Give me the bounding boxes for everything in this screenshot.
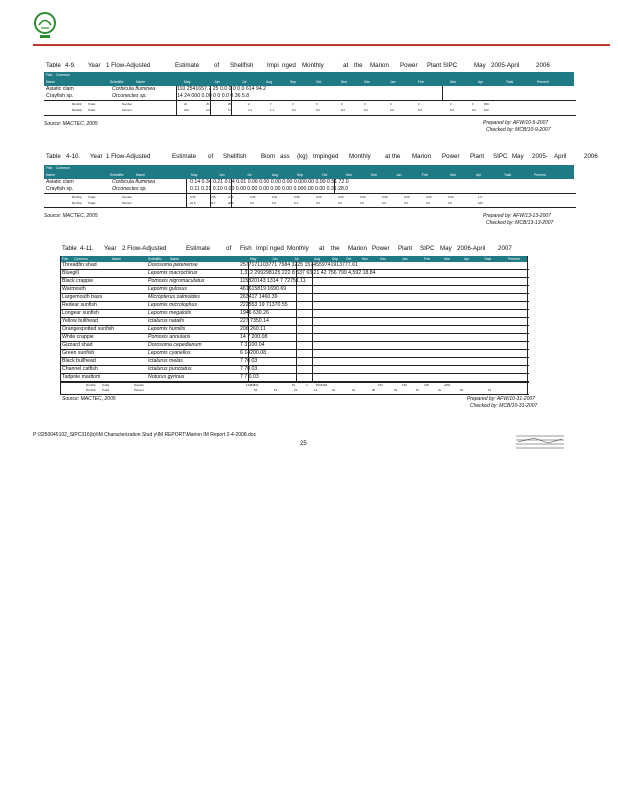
column-divider — [210, 179, 211, 207]
scientific-name: Pomoxis annularis — [148, 334, 191, 340]
row-values: 7 7 0.03 — [240, 374, 259, 380]
column-divider — [231, 86, 232, 115]
row-values: 7 70.03 — [240, 366, 258, 372]
row-values: 7 70.03 — [240, 358, 258, 364]
row-values: 206 260.11 — [240, 326, 266, 332]
column-divider — [296, 262, 297, 382]
header-rule — [33, 44, 610, 46]
row-values: 7 3 100.04 — [240, 342, 265, 348]
common-name: Warmouth — [62, 286, 86, 292]
common-name: Tadpole madtom — [62, 374, 101, 380]
scientific-name: Lepomis megalotis — [148, 310, 192, 316]
common-name: Green sunfish — [62, 350, 95, 356]
checked-by: Checked by: MCB/13-13-2007 — [486, 220, 554, 226]
common-name: Threadfin shad — [62, 262, 97, 268]
prepared-by: Prepared by: AFW/10-5-2007 — [483, 120, 549, 126]
scientific-name: Lepomis macrochirus — [148, 270, 198, 276]
scientific-name: Lepomis cyanellus — [148, 350, 191, 356]
row-values: 263417 1460.39 — [240, 294, 278, 300]
column-divider — [312, 262, 313, 382]
monthly-totals-percent-row: Monthly Totals Percent 100 4.0 3.0 4.1 1.1 0.4 0.0 0.0 0.0 0.0 0.0 0.0 0.0 100 — [72, 108, 489, 112]
row-values: 115820143 1314 7 72751.11 — [240, 278, 306, 284]
row-values: 14 7 200.08 — [240, 334, 268, 340]
table-divider — [60, 394, 529, 395]
common-name: Gizzard shad — [62, 342, 93, 348]
common-name: Longear sunfish — [62, 310, 99, 316]
page-number: 25 — [300, 441, 307, 447]
table-divider — [44, 115, 576, 116]
row-values: 1,312 299298125 222 8 537 63 21 42 756 799 4,592 18.84 — [240, 270, 376, 276]
company-logo-icon — [33, 12, 57, 40]
monthly-totals-number-row: Monthly Totals Number 24 25 25 2 7 3 6 0 0 0 0 0 0 650 — [72, 102, 489, 106]
common-name: Black bullhead — [62, 358, 96, 364]
table-source: Source: MACTEC, 2005 — [44, 121, 98, 127]
common-name: White crappie — [62, 334, 94, 340]
common-name: Redear sunfish — [62, 302, 97, 308]
file-path: P:\3250045102_SIPC316(b)\IM Characterization Stud y\IM REPORT\Marion IM Report 2-4-2008.doc — [33, 432, 257, 438]
common-name: Bluegill — [62, 270, 79, 276]
row-values: 6 14200.08 — [240, 350, 266, 356]
scientific-name: Lepomis microlophus — [148, 302, 198, 308]
column-divider — [334, 179, 335, 193]
table-row: Asiatic clam Corbicula fluminea 0.14 0.34 0.21 0.04 0.01 0.06 0.00 0.00 0.00 0.000.00 0.00 0.51 72.0 — [46, 179, 349, 185]
checked-by: Checked by: MCB/10-31-2007 — [470, 403, 538, 409]
row-values: 2577171103771 7584 3225 1574559741913777.61 — [240, 262, 358, 268]
scientific-name: Micropterus salmoides — [148, 294, 200, 300]
table-header-bar: Fish Common Name Scientific Name May Jun Jul Aug Sep Oct Nov Dec Jan Feb Mar Apr Total Percent — [60, 256, 527, 262]
common-name: Orangespotted sunfish — [62, 326, 115, 332]
scientific-name: Ictalurus natalis — [148, 318, 185, 324]
common-name: Channel catfish — [62, 366, 98, 372]
table-header-bar: Fish Common Name Scientific Name May Jun Jul Aug Sep Oct Nov Dec Jan Feb Mar Apr Total Percent — [44, 72, 574, 86]
monthly-totals-number-row: Monthly Totals Number 0.25 0.55 0.31 0.04 0.01 0.06 0.00 0.00 0.00 0.00 0.00 0.00 0.00 1.0 — [72, 195, 482, 199]
scientific-name: Ictalurus melas — [148, 358, 183, 364]
scientific-name: Pomoxis nigromaculatus — [148, 278, 205, 284]
monthly-totals-number-row: Monthly Totals Number 14083824 51 2 8718428 103 130 138 2464 — [86, 383, 451, 387]
scientific-name: Dorosoma petenense — [148, 262, 198, 268]
common-name: Black crappie — [62, 278, 94, 284]
scientific-name: Lepomis humilis — [148, 326, 186, 332]
column-divider — [231, 179, 232, 207]
table-row: Crayfish sp. Orconectes sp. 0.11 0.21 0.10 0.00 0.00 0.00 0.00 0.00 0.00 0.000.00 0.00 0.31 28.0 — [46, 186, 349, 192]
table-row: Asiatic clam Corbicula fluminea 110 2541657.7 25 0.0 0 0 0.0 614 94.2 — [46, 86, 267, 92]
document-stamp-icon — [514, 434, 566, 452]
table-divider — [44, 193, 576, 194]
table-left-border — [60, 256, 61, 394]
table-right-border — [527, 256, 528, 394]
prepared-by: Prepared by: AFW/13-13-2007 — [483, 213, 551, 219]
row-values: 461615819 1690.69 — [240, 286, 287, 292]
table-source: Source: MACTEC, 2005 — [62, 396, 116, 402]
row-values: 1946 630.26 — [240, 310, 269, 316]
common-name: Yellow bullhead — [62, 318, 98, 324]
table-row: Crayfish sp. Orconectes sp. 14 24 000 0.00 0 0 0.0 0 36 5.8 — [46, 93, 250, 99]
row-values: 222553 19 71370.55 — [240, 302, 288, 308]
table-divider — [44, 207, 576, 208]
scientific-name: Noturus gyrinus — [148, 374, 185, 380]
prepared-by: Prepared by: AFW/10-31-2007 — [467, 396, 535, 402]
column-divider — [176, 86, 177, 115]
row-values: 227 7350.14 — [240, 318, 269, 324]
column-divider — [248, 262, 249, 382]
table-source: Source: MACTEC, 2005 — [44, 213, 98, 219]
monthly-totals-percent-row: Monthly Totals Percent 22.5 49.7 28.0 3.6 0.9 5.4 0.0 0.0 0.0 0.0 0.0 0.0 0.0 100 — [72, 201, 483, 205]
scientific-name: Ictalurus punctatus — [148, 366, 192, 372]
table-divider — [44, 100, 576, 101]
monthly-totals-percent-row: Monthly Totals Percent 53 13 23 13 22 21 38 33 57 32 53 13 — [86, 388, 492, 392]
table-header-bar: Fish Common Name Scientific Name May Jun Jul Aug Sep Oct Nov Dec Jan Feb Mar Apr Total Percent — [44, 165, 574, 179]
column-divider — [186, 179, 187, 207]
column-divider — [442, 86, 443, 100]
common-name: Largemouth bass — [62, 294, 103, 300]
scientific-name: Dorosoma cepedianum — [148, 342, 202, 348]
scientific-name: Lepomis gulosus — [148, 286, 187, 292]
checked-by: Checked by: MCB/10-9-2007 — [486, 127, 551, 133]
column-divider — [210, 86, 211, 115]
